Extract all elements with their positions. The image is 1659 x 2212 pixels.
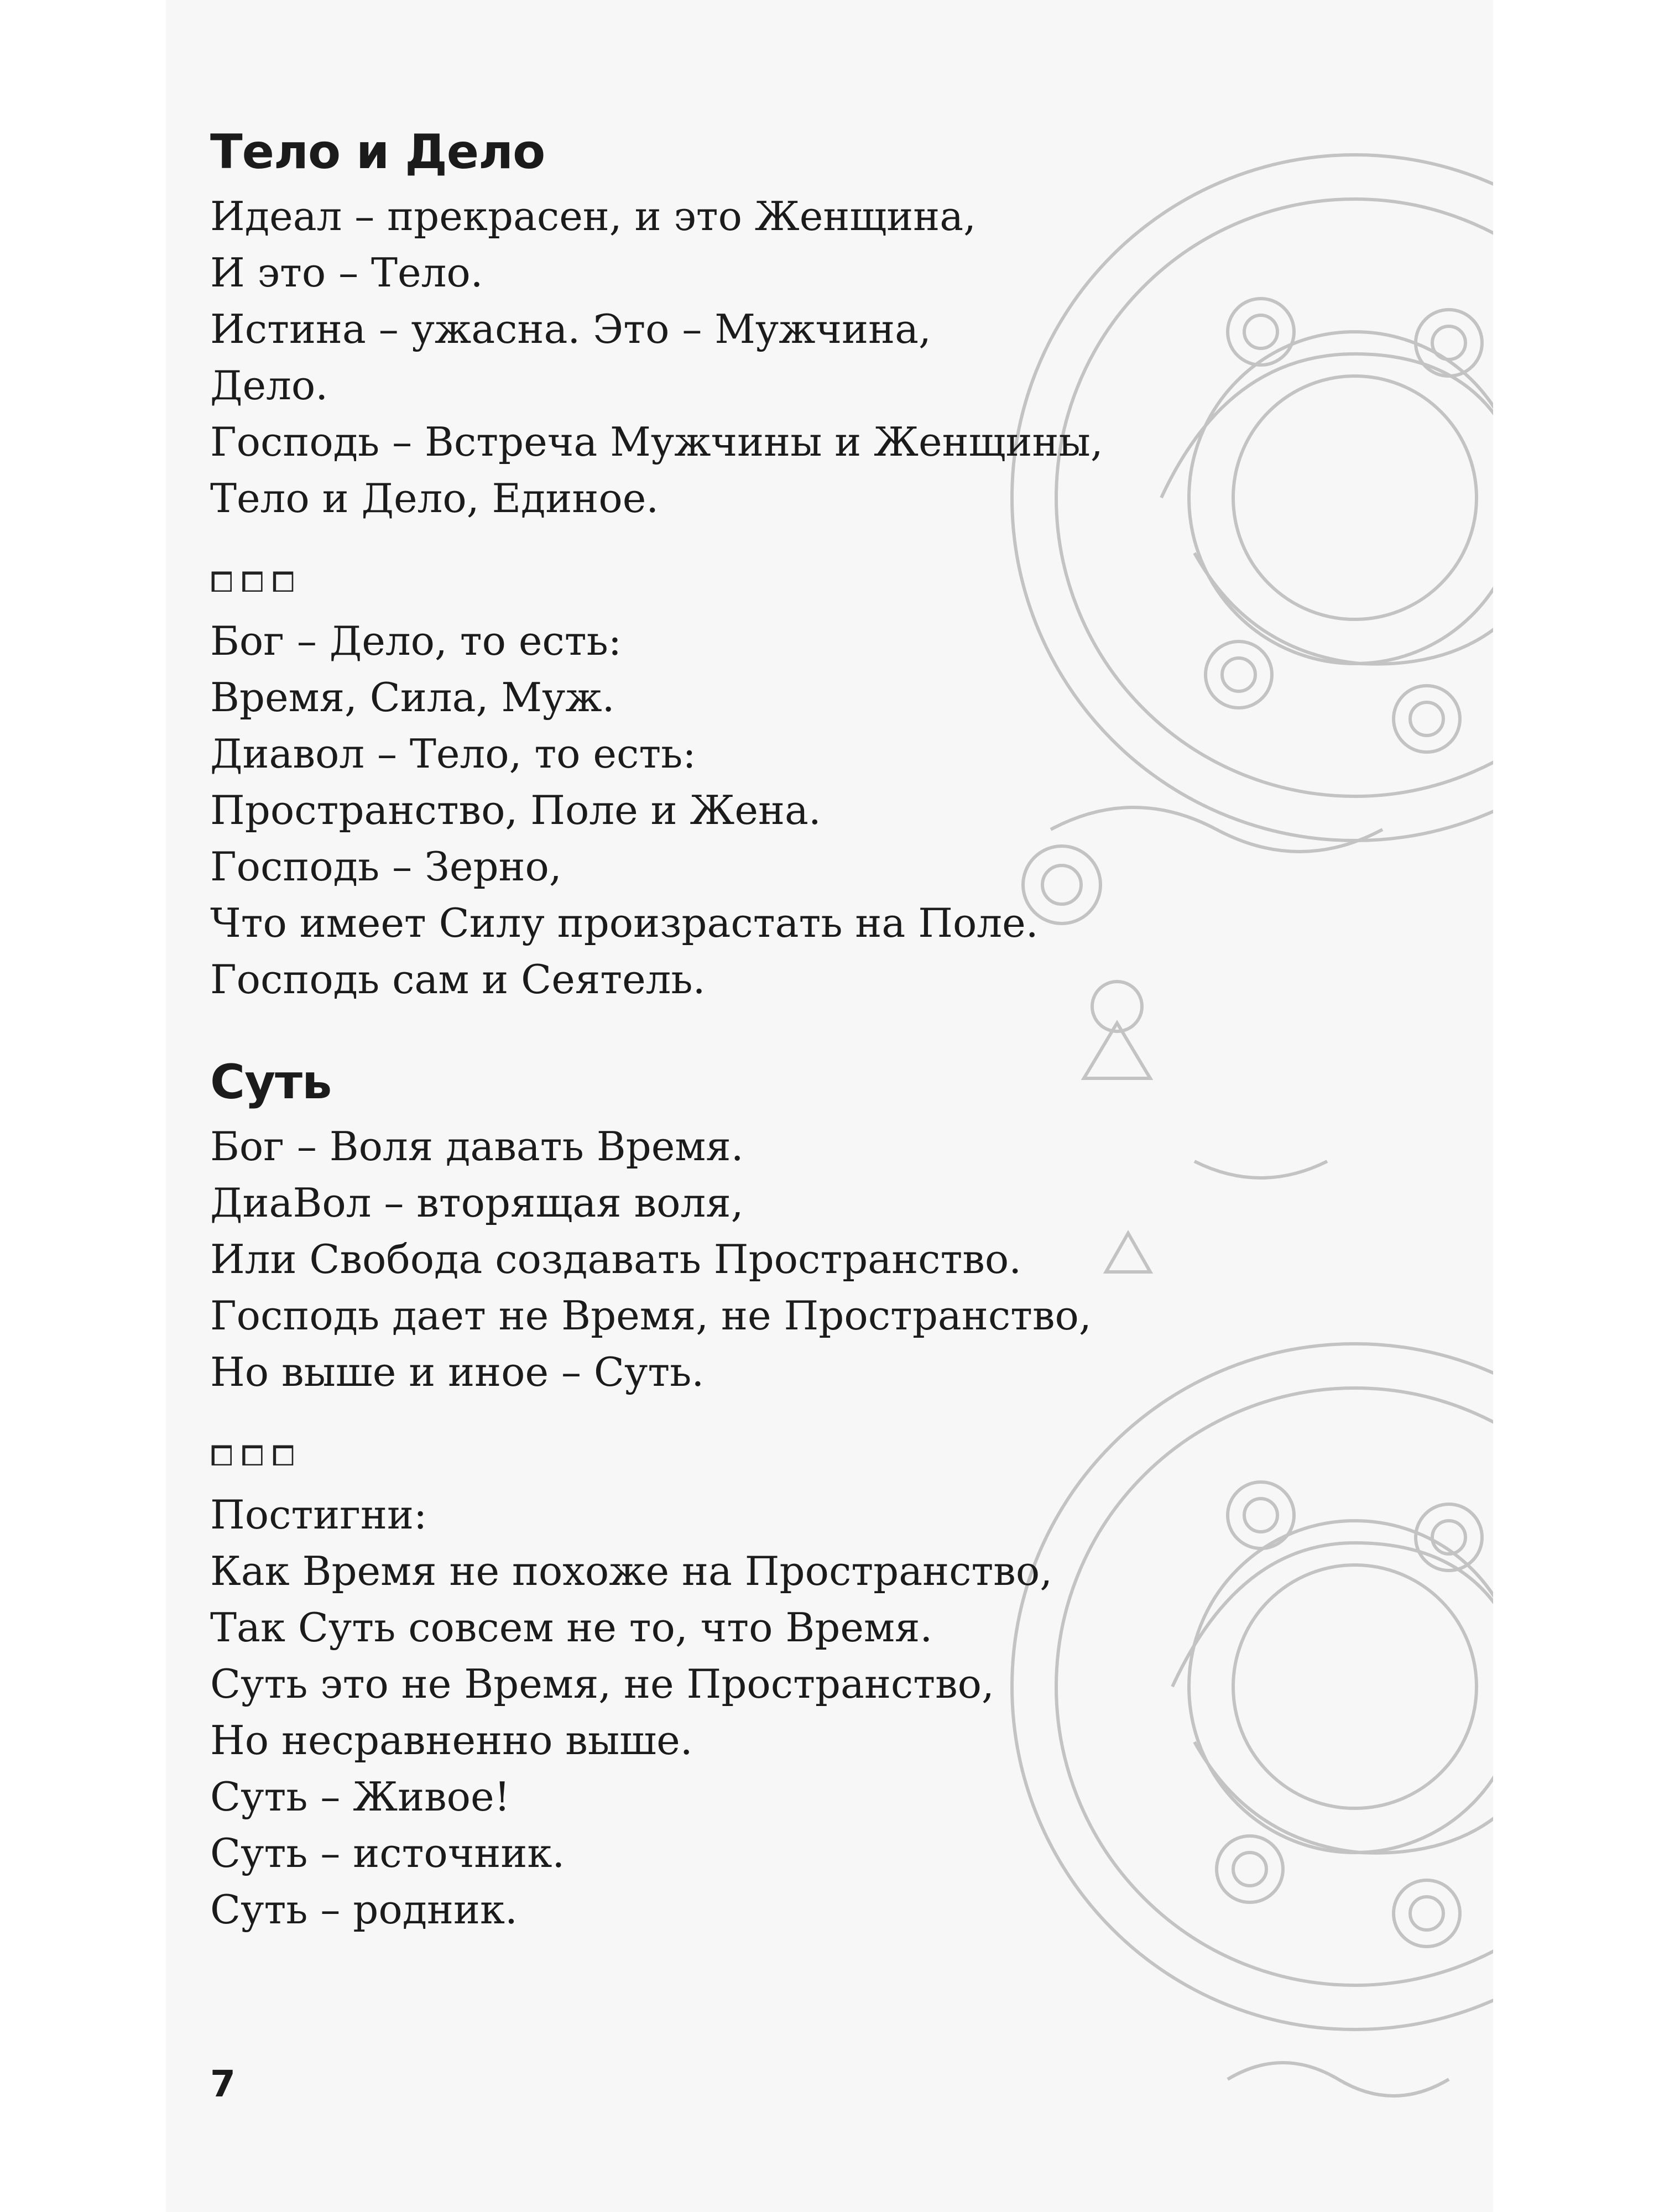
- poem-line: Бог – Воля давать Время.: [210, 1123, 744, 1170]
- section-title: Тело и Дело: [210, 124, 545, 180]
- poem-line: Время, Сила, Муж.: [210, 674, 615, 721]
- poem-line: Идеал – прекрасен, и это Женщина,: [210, 193, 977, 239]
- poem-line: Истина – ужасна. Это – Мужчина,: [210, 306, 931, 352]
- poem-line: Пространство, Поле и Жена.: [210, 787, 821, 833]
- section-divider-icon: ⧠⧠⧠: [210, 1439, 302, 1473]
- poem-line: Суть это не Время, не Пространство,: [210, 1661, 994, 1707]
- poem-line: Господь дает не Время, не Пространство,: [210, 1292, 1092, 1339]
- poem-line: Господь сам и Сеятель.: [210, 956, 706, 1003]
- section-divider-icon: ⧠⧠⧠: [210, 566, 302, 599]
- poem-line: ДиаВол – вторящая воля,: [210, 1180, 744, 1226]
- poem-line: Господь – Зерно,: [210, 843, 562, 890]
- poem-line: Диавол – Тело, то есть:: [210, 731, 696, 777]
- poem-line: Дело.: [210, 362, 328, 409]
- poem-line: Тело и Дело, Единое.: [210, 475, 659, 521]
- poem-line: Суть – источник.: [210, 1830, 565, 1876]
- poem-line: Что имеет Силу произрастать на Поле.: [210, 900, 1039, 946]
- poem-line: Как Время не похоже на Пространство,: [210, 1548, 1053, 1594]
- poem-line: Суть – Живое!: [210, 1773, 510, 1820]
- page-number: 7: [210, 2063, 236, 2105]
- spacer: [210, 1008, 1427, 1052]
- poem-line: Постигни:: [210, 1491, 427, 1538]
- poem-line: Бог – Дело, то есть:: [210, 618, 622, 664]
- section-telo-i-delo: [210, 122, 1427, 526]
- poem-line: Но несравненно выше.: [210, 1717, 693, 1764]
- section-postigni: [210, 1431, 1427, 1938]
- section-bog-delo: [210, 557, 1427, 1008]
- poem-line: Но выше и иное – Суть.: [210, 1349, 705, 1395]
- poem-line: Или Свобода создавать Пространство.: [210, 1236, 1022, 1282]
- book-page: [166, 0, 1493, 2212]
- section-title: Суть: [210, 1055, 332, 1110]
- poem-text: [210, 122, 1427, 1938]
- poem-line: Господь – Встреча Мужчины и Женщины,: [210, 419, 1103, 465]
- poem-line: И это – Тело.: [210, 249, 483, 296]
- poem-line: Суть – родник.: [210, 1886, 518, 1933]
- poem-line: Так Суть совсем не то, что Время.: [210, 1604, 933, 1651]
- section-sut: [210, 1052, 1427, 1400]
